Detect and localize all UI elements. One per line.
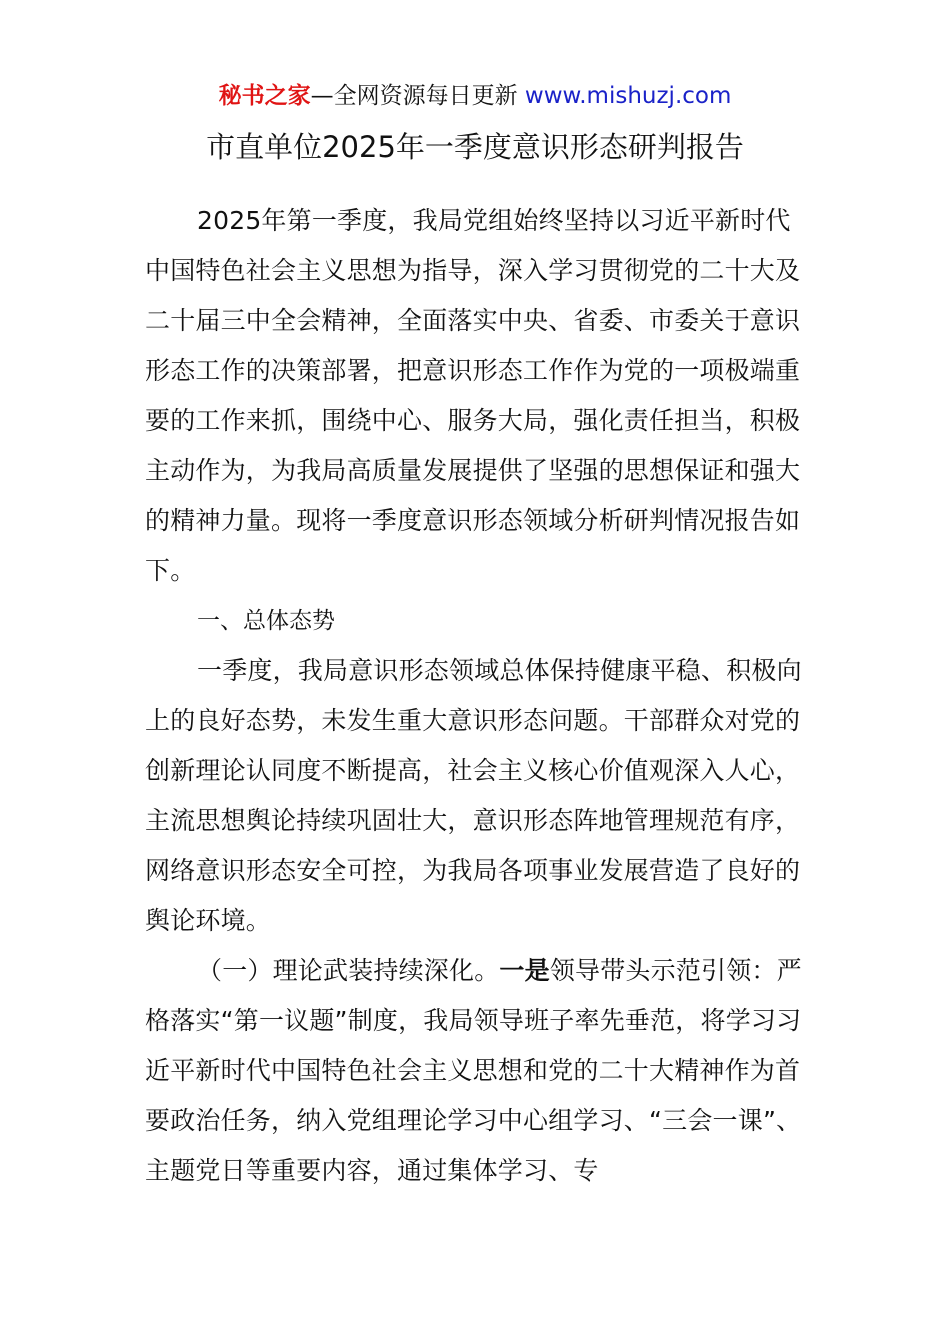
intro-paragraph: 2025年第一季度，我局党组始终坚持以习近平新时代中国特色社会主义思想为指导，深入学习贯彻党的二十大及二十届三中全会精神，全面落实中央、省委、市委关于意识形态工作的决策部署，把意识形态工作作为党的一项极端重要的工作来抓，围绕中心、服务大局，强化责任担当，积极主动作为，为我局高质量发展提供了坚强的思想保证和强大的精神力量。现将一季度意识形态领域分析研判情况报告如下。: [145, 206, 801, 585]
theory-paragraph-text: 领导带头示范引领：严格落实“第一议题”制度，我局领导班子率先垂范，将学习习近平新时代中国特色社会主义思想和党的二十大精神作为首要政治任务，纳入党组理论学习中心组学习、“三会一课”、主题党日等重要内容，通过集体学习、专: [145, 956, 802, 1185]
site-url-link[interactable]: www.mishuzj.com: [524, 83, 732, 109]
document-title: 市直单位2025年一季度意识形态研判报告: [206, 130, 744, 164]
site-banner: [0, 80, 950, 112]
theory-paragraph: [145, 946, 810, 1196]
first-point-lead: 一是: [499, 956, 550, 985]
subsection-heading-theory: （一）理论武装持续深化。: [197, 956, 500, 985]
brand-name: 秘书之家: [218, 83, 311, 109]
banner-tagline: —全网资源每日更新: [310, 83, 525, 109]
section-heading-overall: 一、总体态势: [197, 608, 335, 634]
document-body: [145, 196, 810, 1196]
overall-paragraph: 一季度，我局意识形态领域总体保持健康平稳、积极向上的良好态势，未发生重大意识形态问题。干部群众对党的创新理论认同度不断提高，社会主义核心价值观深入人心，主流思想舆论持续巩固壮大，意识形态阵地管理规范有序，网络意识形态安全可控，为我局各项事业发展营造了良好的舆论环境。: [145, 656, 802, 935]
